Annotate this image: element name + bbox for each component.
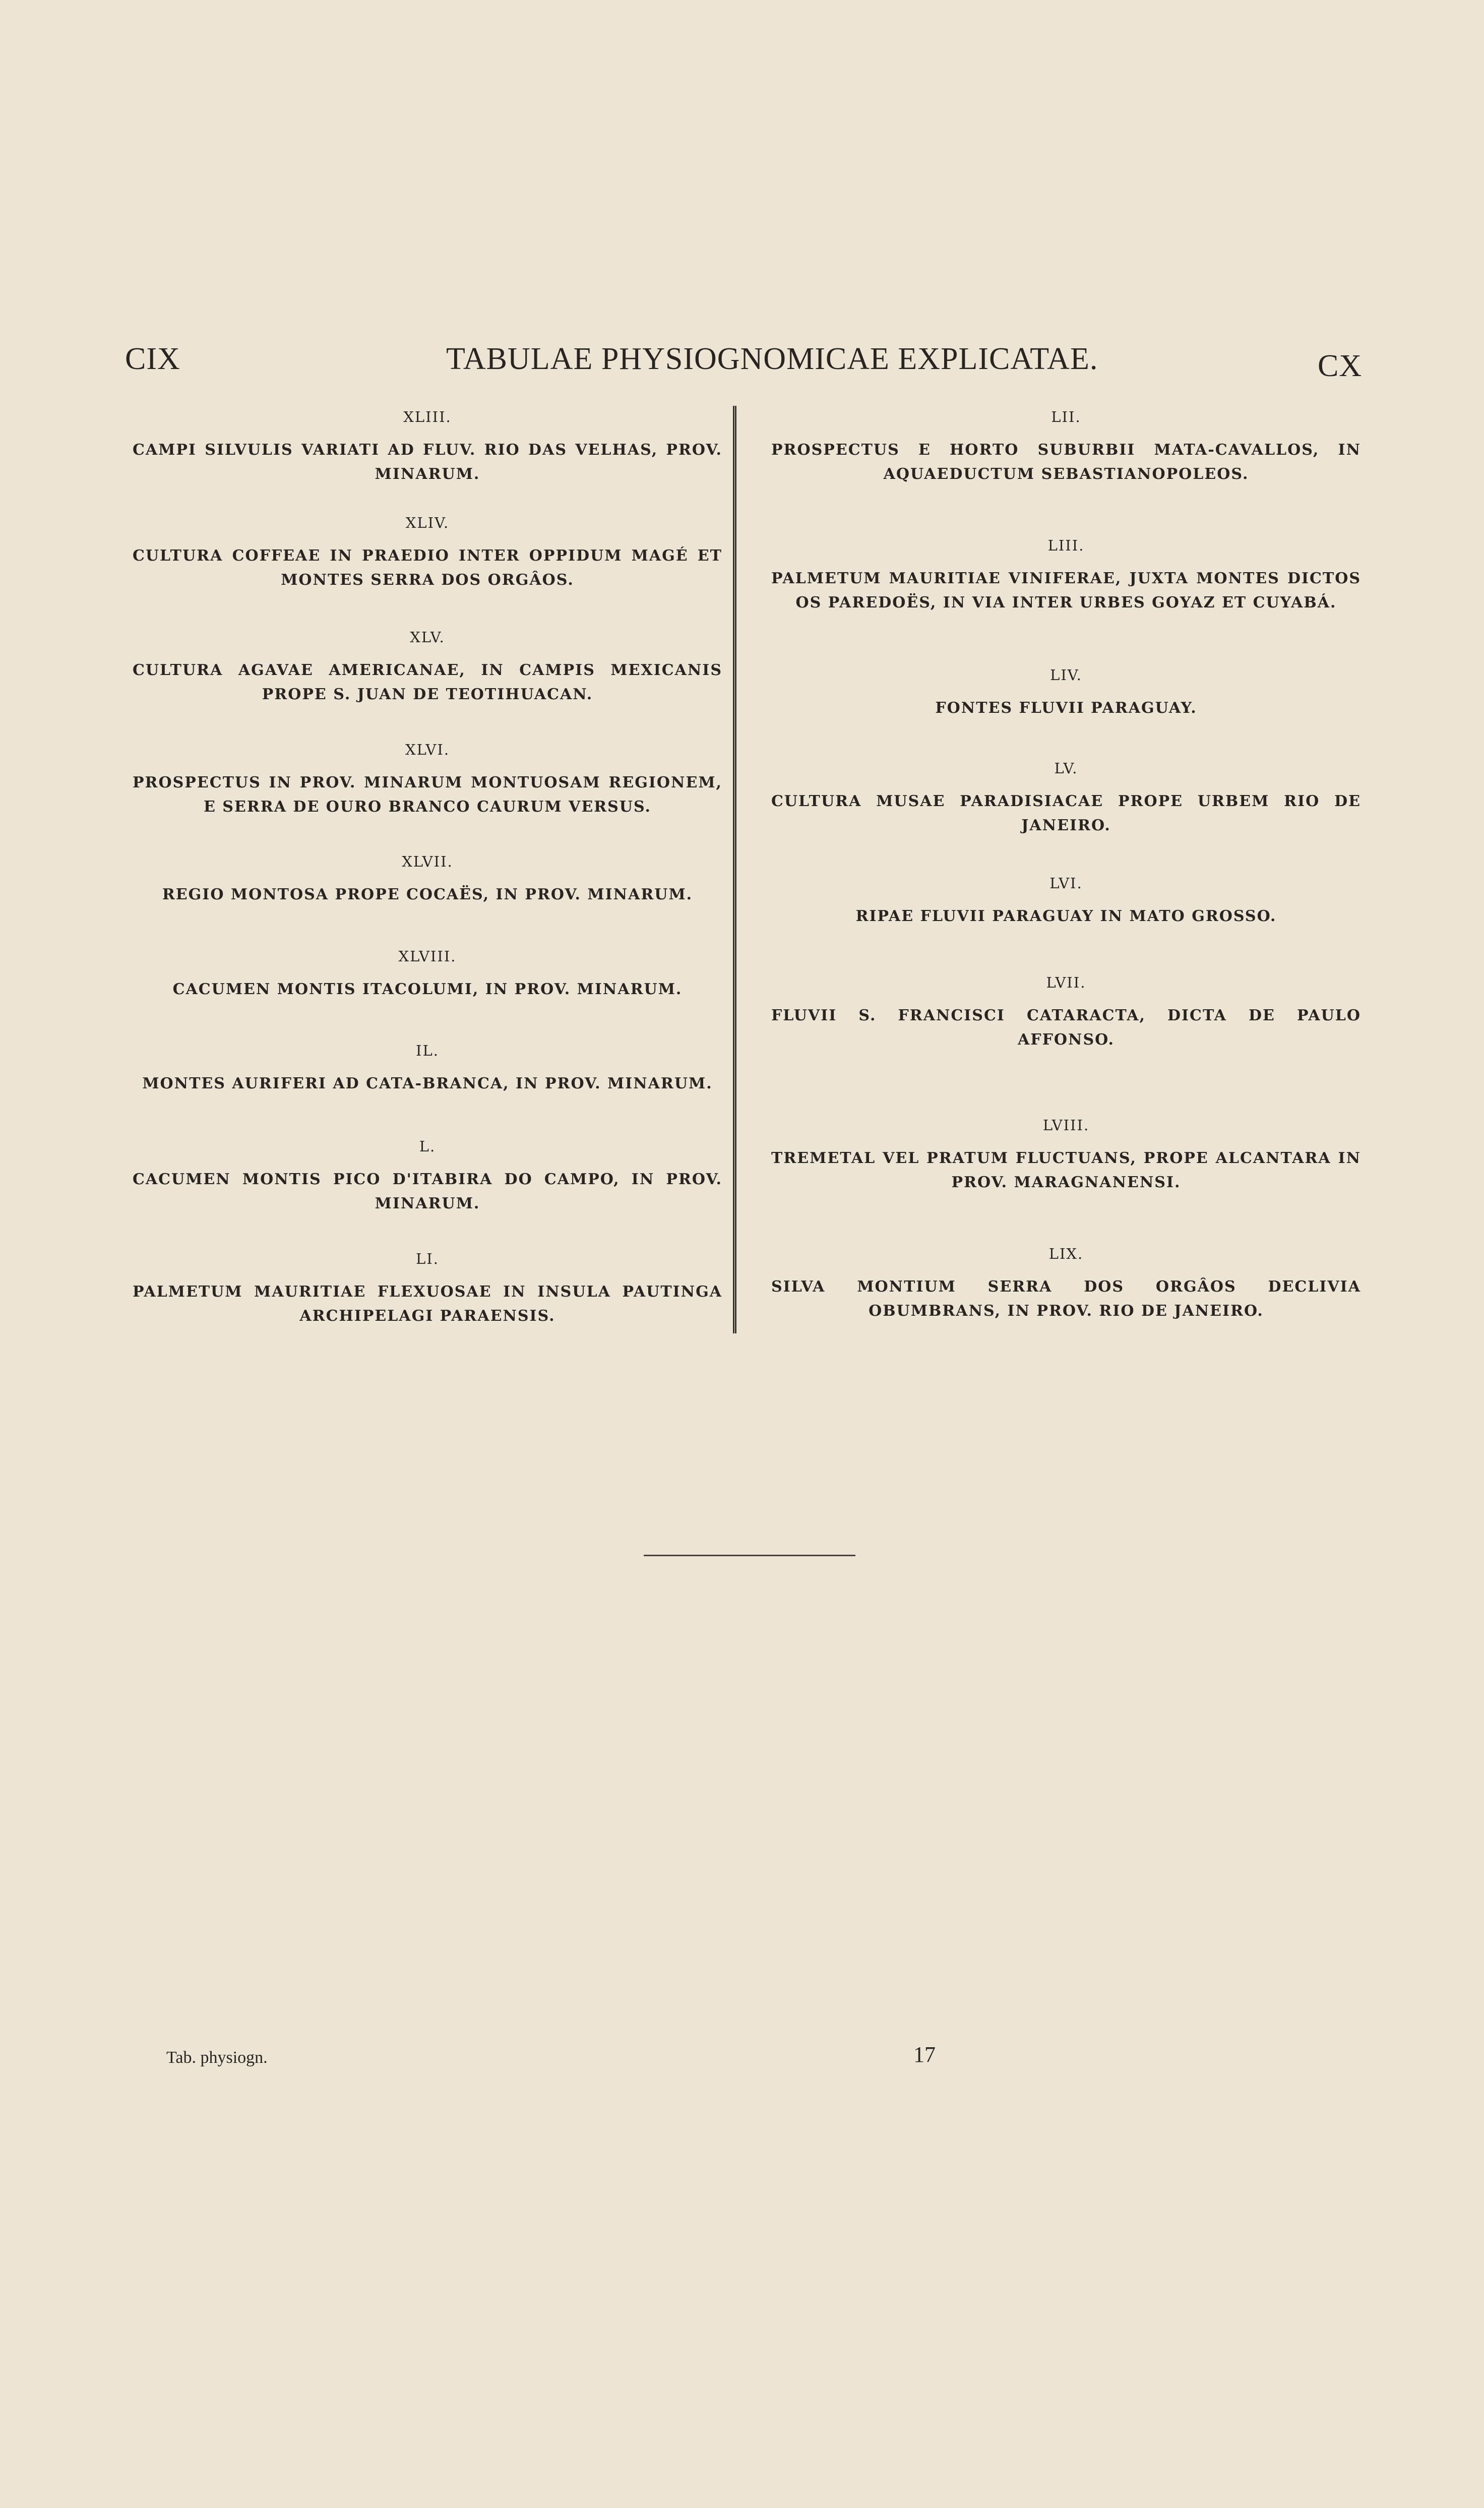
plate-entry	[771, 406, 1361, 486]
plate-caption: FONTES FLUVII PARAGUAY.	[935, 699, 1197, 717]
plate-caption: MONTES AURIFERI AD CATA-BRANCA, IN PROV. MINARUM.	[142, 1075, 713, 1092]
plate-entry	[133, 626, 722, 707]
plate-number: XLIII.	[403, 408, 452, 425]
plate-entry	[771, 872, 1361, 929]
plate-entry	[133, 512, 722, 592]
plate-caption: RIPAE FLUVII PARAGUAY IN MATO GROSSO.	[855, 907, 1277, 925]
plate-number: XLVI.	[405, 741, 450, 758]
plate-entry	[133, 1135, 722, 1216]
plate-number: XLIV.	[405, 514, 450, 531]
plate-caption: CAMPI SILVULIS VARIATI AD FLUV. RIO DAS VELHAS, PROV. MINARUM.	[133, 441, 722, 483]
plate-entry	[771, 664, 1361, 720]
right-page-number: CX	[1318, 349, 1363, 383]
plate-number: LIV.	[1050, 666, 1082, 684]
plate-number: L.	[419, 1138, 436, 1155]
page-header	[0, 339, 1484, 384]
plate-caption: PALMETUM MAURITIAE FLEXUOSAE IN INSULA PAUTINGA ARCHIPELAGI PARAENSIS.	[133, 1283, 722, 1325]
plate-number: LVII.	[1046, 974, 1086, 991]
plate-entry	[133, 1039, 722, 1096]
plate-caption: PALMETUM MAURITIAE VINIFERAE, JUXTA MONTES DICTOS OS PAREDOËS, IN VIA INTER URBES GOYAZ ET CUYABÁ.	[771, 570, 1361, 611]
plate-number: LV.	[1054, 760, 1078, 777]
plate-caption: CULTURA COFFEAE IN PRAEDIO INTER OPPIDUM MAGÉ ET MONTES SERRA DOS ORGÂOS.	[133, 547, 722, 589]
plate-entry	[133, 1248, 722, 1328]
plate-caption: REGIO MONTOSA PROPE COCAËS, IN PROV. MINARUM.	[162, 886, 693, 903]
closing-rule	[644, 1555, 855, 1556]
plate-entry	[133, 739, 722, 819]
left-page-number: CIX	[125, 342, 180, 376]
plate-entry	[771, 1243, 1361, 1323]
plate-caption: PROSPECTUS E HORTO SUBURBII MATA-CAVALLOS, IN AQUAEDUCTUM SEBASTIANOPOLEOS.	[771, 441, 1361, 483]
plate-number: LI.	[416, 1250, 439, 1267]
plate-caption: TREMETAL VEL PRATUM FLUCTUANS, PROPE ALCANTARA IN PROV. MARAGNANENSI.	[771, 1149, 1361, 1191]
plate-entry	[133, 945, 722, 1002]
plate-caption: CULTURA MUSAE PARADISIACAE PROPE URBEM RIO DE JANEIRO.	[771, 792, 1361, 834]
plate-number: LIX.	[1048, 1245, 1084, 1262]
plate-number: LVIII.	[1042, 1117, 1090, 1134]
plate-caption: CACUMEN MONTIS ITACOLUMI, IN PROV. MINARUM.	[172, 981, 683, 998]
plate-number: LIII.	[1047, 537, 1085, 554]
plate-number: XLV.	[410, 629, 445, 646]
footer-page-number: 17	[913, 2042, 936, 2067]
plate-number: XLVII.	[402, 853, 453, 870]
plate-entry	[771, 1114, 1361, 1195]
plate-caption: SILVA MONTIUM SERRA DOS ORGÂOS DECLIVIA OBUMBRANS, IN PROV. RIO DE JANEIRO.	[771, 1278, 1361, 1320]
column-divider	[733, 406, 736, 1333]
plate-entry	[771, 971, 1361, 1052]
plate-entry	[133, 850, 722, 907]
plate-number: IL.	[416, 1042, 439, 1059]
plate-entry	[771, 534, 1361, 615]
plate-caption: CACUMEN MONTIS PICO D'ITABIRA DO CAMPO, IN PROV. MINARUM.	[133, 1171, 722, 1212]
plate-caption: CULTURA AGAVAE AMERICANAE, IN CAMPIS MEXICANIS PROPE S. JUAN DE TEOTIHUACAN.	[133, 661, 722, 703]
plate-caption: PROSPECTUS IN PROV. MINARUM MONTUOSAM REGIONEM, E SERRA DE OURO BRANCO CAURUM VERSUS.	[133, 774, 722, 816]
plate-caption: FLUVII S. FRANCISCI CATARACTA, DICTA DE PAULO AFFONSO.	[771, 1007, 1361, 1049]
plate-number: XLVIII.	[398, 948, 457, 965]
plate-number: LVI.	[1049, 875, 1083, 892]
plate-entry	[133, 406, 722, 486]
plate-number: LII.	[1051, 408, 1081, 425]
page-title: TABULAE PHYSIOGNOMICAE EXPLICATAE.	[446, 342, 1098, 376]
plate-entry	[771, 757, 1361, 838]
signature-mark: Tab. physiogn.	[166, 2048, 268, 2067]
